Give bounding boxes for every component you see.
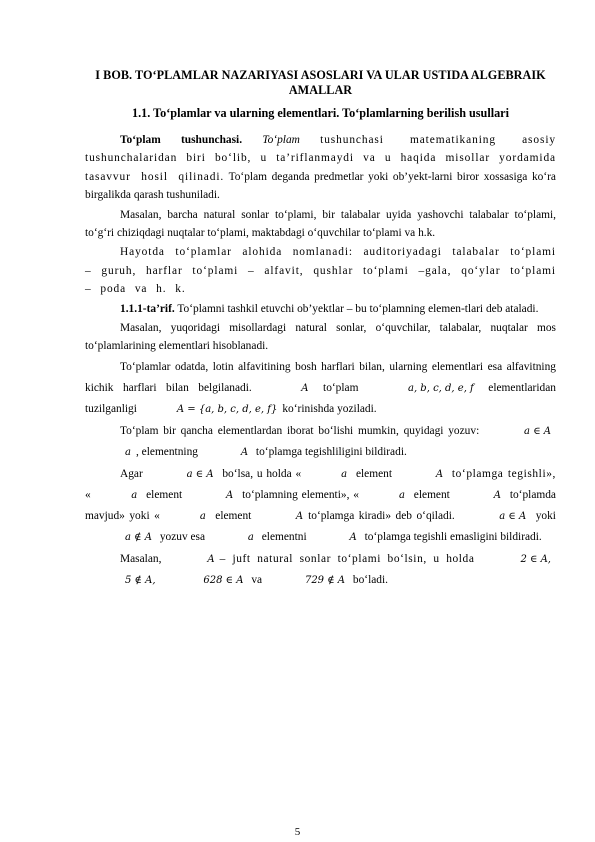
paragraph-reading — [85, 464, 556, 548]
definition-paragraph — [85, 300, 556, 318]
math-expression: 628 ∈ A — [203, 574, 244, 586]
paragraph-text: ko‘rinishda yoziladi. — [282, 402, 377, 415]
definition-label: 1.1.1-ta’rif. — [120, 302, 175, 315]
paragraph-text: tushunchasi matematikaning asosiy tushunchalaridan biri bo‘lib, u ta’riflanmaydi va u haqida misollar yordamida tasavvur hosil qilinadi. — [85, 134, 556, 183]
math-set-name: A — [349, 531, 357, 543]
paragraph-examples: Masalan, barcha natural sonlar to‘plami, bir talabalar uyida yashovchi talabalar to‘plami, to‘g‘ri chiziqdagi nuqtalar to‘plami, maktabdagi o‘quvchilar to‘plami va h.k. — [85, 208, 556, 240]
definition-text: To‘plamni tashkil etuvchi ob’yektlar – bu to‘plamning elemen-tlari deb ataladi. — [177, 302, 539, 315]
math-element: a — [199, 510, 206, 522]
paragraph-membership — [85, 421, 556, 463]
math-element: a — [341, 468, 348, 480]
math-expression: 729 ∉ A — [304, 574, 346, 586]
paragraph-text: elementlaridan tuzilganligi — [85, 381, 556, 415]
math-element: a — [247, 531, 254, 543]
paragraph-text: to‘plamda mavjud» yoki « — [85, 488, 556, 522]
math-set-definition: A = {a, b, c, d, e, f} — [176, 403, 278, 415]
math-expression: 2 ∈ A, — [520, 553, 551, 565]
math-set-name: A — [226, 489, 234, 501]
math-set-name: A — [301, 382, 309, 394]
term-label: To‘plam tushunchasi. — [120, 134, 243, 146]
paragraph-text: element — [215, 509, 252, 522]
paragraph-concept — [85, 131, 556, 205]
paragraph-text: yozuv esa — [159, 530, 206, 543]
math-set-name: A — [240, 446, 249, 458]
math-elements: a, b, c, d, e, f — [407, 382, 474, 394]
math-element: a — [398, 489, 405, 501]
paragraph-text: elementni — [261, 530, 307, 543]
page-number: 5 — [294, 826, 301, 838]
paragraph-text: element — [413, 488, 450, 501]
math-membership: a ∈ A — [524, 425, 551, 437]
math-element: a — [125, 446, 131, 458]
paragraph-elements: Masalan, yuqoridagi misollardagi natural sonlar, o‘quvchilar, talabalar, nuqtalar mos to‘plamlarining elementlari hisoblanadi. — [85, 322, 556, 353]
paragraph-text: bo‘ladi. — [352, 573, 389, 586]
math-set-name: A — [207, 553, 215, 565]
paragraph-text: to‘plam — [323, 381, 359, 394]
math-non-membership: a ∉ A — [125, 531, 152, 543]
term-italic: To‘plam — [262, 134, 300, 146]
paragraph-text: va — [251, 573, 263, 586]
paragraph-text: to‘plamga tegishliligini bildiradi. — [255, 445, 407, 458]
paragraph-text: to‘plamga kiradi» deb o‘qiladi. — [308, 509, 455, 522]
document-page — [85, 68, 556, 591]
section-title: 1.1. To‘plamlar va ularning elementlari. To‘plamlarning berilish usullari — [132, 106, 509, 120]
paragraph-text: To‘plamlar odatda, lotin alfavitining bosh harflari bilan, ularning elementlari esa alfavitning kichik harflari bilan belgilanadi. — [85, 360, 556, 394]
paragraph-names — [85, 243, 556, 298]
math-set-name: A — [295, 510, 304, 522]
paragraph-example-even — [85, 549, 556, 591]
paragraph-text: Hayotda to‘plamlar alohida nomlanadi: auditoriyadagi talabalar to‘plami – guruh, harflar to‘plami – alfavit, qushlar to‘plami –gala, qo‘ylar to‘plami – poda va h. k. — [85, 246, 556, 296]
paragraph-text: element — [146, 488, 183, 501]
paragraph-text: To‘plam deganda predmetlar yoki ob’yekt-larni biror xossasiga ko‘ra birgalikda qarash tushuniladi. — [85, 170, 556, 202]
math-expression: 5 ∉ A, — [125, 574, 156, 586]
chapter-title: I BOB. TO‘PLAMLAR NAZARIYASI ASOSLARI VA ULAR USTIDA ALGEBRAIK AMALLAR — [95, 68, 546, 97]
paragraph-text: to‘plamning elementi», « — [242, 488, 359, 501]
paragraph-notation — [85, 357, 556, 420]
math-membership: a ∈ A — [499, 510, 527, 522]
paragraph-text: to‘plamga tegishli emasligini bildiradi. — [364, 530, 542, 543]
math-set-name: A — [493, 489, 501, 501]
paragraph-text: , elementning — [135, 445, 198, 458]
paragraph-text: element — [355, 467, 393, 480]
paragraph-text: Masalan, — [120, 552, 162, 565]
paragraph-text: Agar — [120, 467, 143, 480]
math-element: a — [131, 489, 138, 501]
paragraph-text: yoki — [535, 509, 556, 522]
paragraph-text: To‘plam bir qancha elementlardan iborat bo‘lishi mumkin, quyidagi yozuv: — [120, 424, 480, 437]
math-set-name: A — [435, 468, 444, 480]
paragraph-text: – juft natural sonlar to‘plami bo‘lsin, u holda — [219, 552, 475, 565]
paragraph-text: bo‘lsa, u holda « — [222, 467, 302, 480]
math-membership: a ∈ A — [186, 468, 214, 480]
paragraph-text: to‘plamga tegishli», « — [85, 467, 556, 501]
